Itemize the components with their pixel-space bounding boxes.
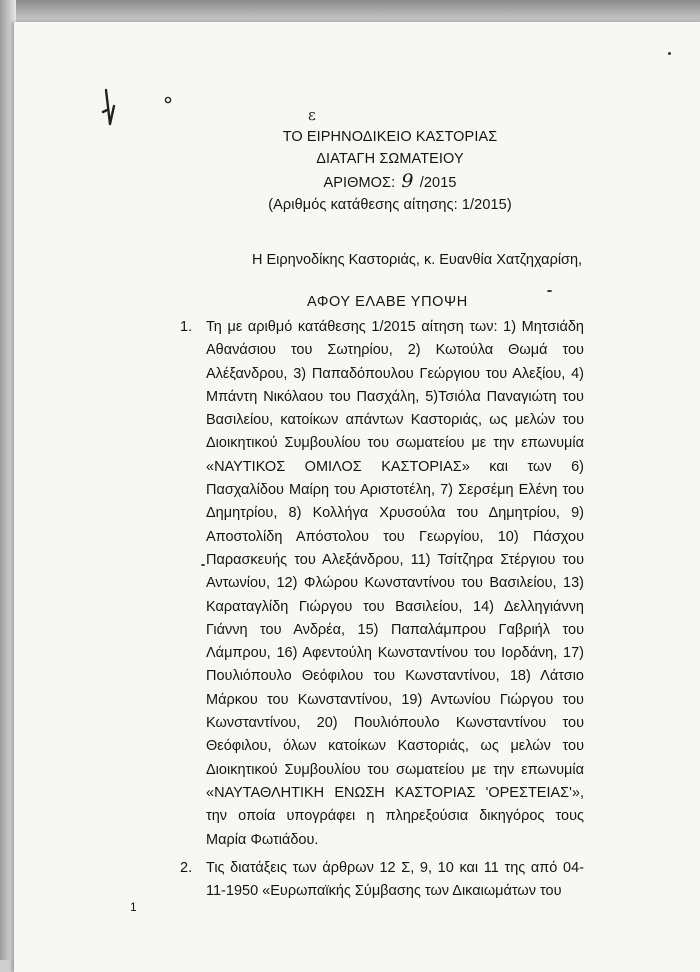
filing-number: (Αριθμός κατάθεσης αίτησης: 1/2015) (268, 197, 512, 213)
order-number-label: ΑΡΙΘΜΟΣ: (323, 175, 396, 191)
considerations-list (180, 316, 584, 903)
list-item (180, 316, 584, 852)
list-item-number: 2. (180, 859, 193, 876)
court-title: ΤΟ ΕΙΡΗΝΟΔΙΚΕΙΟ ΚΑΣΤΟΡΙΑΣ (282, 129, 498, 145)
order-number (240, 170, 540, 194)
document-header (240, 126, 540, 216)
list-item (180, 857, 584, 904)
list-item-text: Τις διατάξεις των άρθρων 12 Σ, 9, 10 και 11 της από 04-11-1950 «Ευρωπαϊκής Σύμβασης των Δικαιωμάτων του (206, 859, 584, 900)
handwritten-scribble (94, 82, 214, 142)
judge-line: Η Ειρηνοδίκης Καστοριάς, κ. Ευανθία Χατζηχαρίση, (252, 252, 583, 268)
order-number-handwritten: 9 (401, 170, 414, 192)
order-type: ΔΙΑΤΑΓΗ ΣΩΜΑΤΕΙΟΥ (316, 151, 464, 167)
scan-speck (547, 290, 552, 292)
list-item-text: Τη με αριθμό κατάθεσης 1/2015 αίτηση των: 1) Μητσιάδη Αθανάσιου του Σωτηρίου, 2) Κωτούλα Θωμά του Αλέξανδρου, 3) Παπαδόπουλου Γεώργιου του Αλεξίου, 4) Μπάντη Νικόλαου του Πασχάλη, 5)Τσιόλα Παναγιώτη του Βασιλείου, κατοίκων απάντων Καστοριάς, ως μελών του Διοικητικού Συμβουλίου του σωματείου με την επωνυμία «ΝΑΥΤΙΚΟΣ ΟΜΙΛΟΣ ΚΑΣΤΟΡΙΑΣ» και των 6) Πασχαλίδου Μαίρη του Αριστοτέλη, 7) Σερσέμη Ελένη του Δημητρίου, 8) Κολλήγα Χρυσούλα του Δημητρίου, 9) Αποστολίδη Απόστολου του Γεωργίου, 10) Πάσχου Παρασκευής του Αλεξάνδρου, 11) Τσίτζηρα Στέργιου του Αντωνίου, 12) Φλώρου Κωνσταντίνου του Βασιλείου, 13) Καραταγλίδη Γιώργου του Βασιλείου, 14) Δελληγιάννη Γιάννη του Ανδρέα, 15) Παπαλάμπρου Γαβριήλ του Λάμπρου, 16) Αφεντούλη Κωνσταντίνου του Ιορδάνη, 17) Πουλιόπουλο Θεόφιλου του Κωνσταντίνου, 18) Λάτσιο Μάρκου του Κωνσταντίνου, 19) Αντωνίου Γιώργου του Κωνσταντίνου, 20) Πουλιόπουλο Κωνσταντίνου του Θεόφιλου, όλων κατοίκων Καστοριάς, ως μελών του Διοικητικού Συμβουλίου του σωματείου με την επωνυμία «ΝΑΥΤΑΘΛΗΤΙΚΗ ΕΝΩΣΗ ΚΑΣΤΟΡΙΑΣ 'ΟΡΕΣΤΕΙΑΣ'», την οποία υπογράφει η πληρεξούσια δικηγόρος τους Μαρία Φωτιάδου. (206, 319, 584, 848)
section-heading: ΑΦΟΥ ΕΛΑΒΕ ΥΠΟΨΗ (307, 294, 468, 310)
order-number-year: /2015 (419, 175, 457, 191)
handwritten-top-mark: ε (308, 106, 316, 124)
list-item-number: 1. (180, 319, 193, 335)
page-number: 1 (130, 900, 137, 914)
scan-speck (668, 52, 671, 55)
